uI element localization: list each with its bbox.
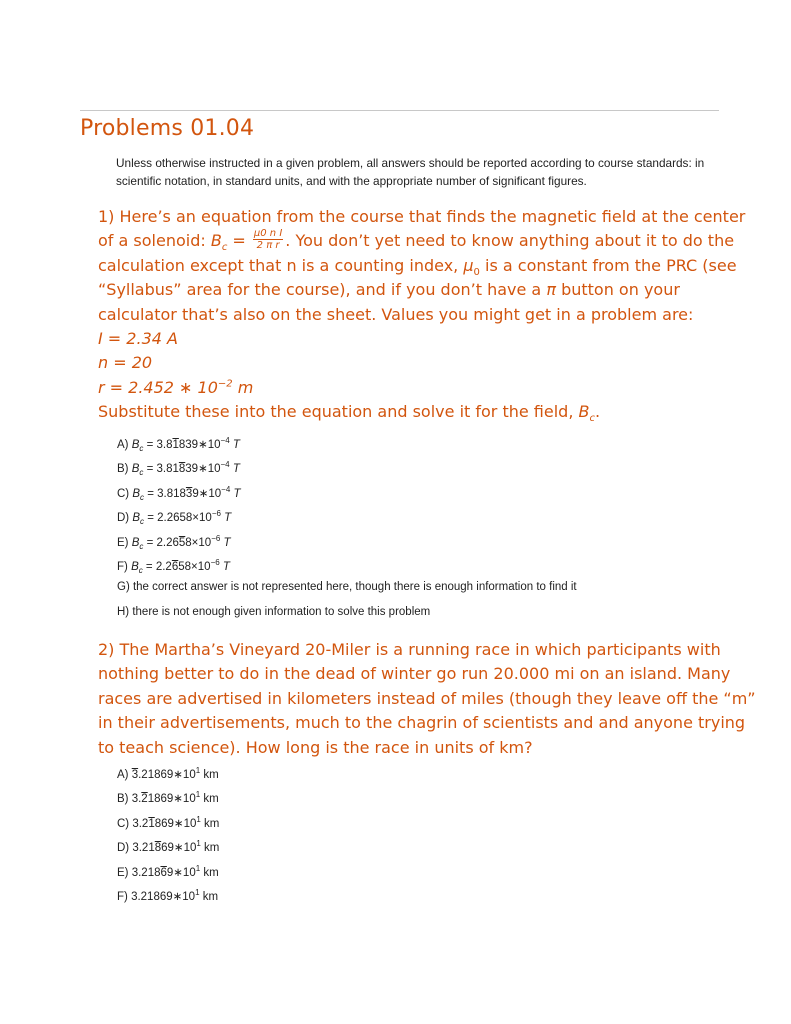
q1-choice-f[interactable]: F) $B_c = 2.2658\times 10^{-6}$ T bbox=[117, 557, 230, 576]
question-1: 1) Here’s an equation from the course that finds the magnetic field at the center of a solenoid: $B_c$ = $\frac{\text{μ0 n I}}{\text{2 π r}}$ . You don’t yet need to know anything about it to do the calculation except that n is a counting index, $\mu_0$ is a constant from the PRC (see “Syllabus” area for the course), and if you don’t have a π button on your calculator that’s also on the sheet. Values you might get in a problem are: I = 2.34 A n = 20 r = 2.452 ∗ $10^{-2}$ m Substitute these into the equation and solve it for the field, $B_c$. bbox=[98, 207, 746, 425]
question-2-choices bbox=[117, 763, 219, 909]
q1-choice-g[interactable]: G) the correct answer is not represented here, though there is enough information to find it bbox=[117, 581, 577, 594]
q2-choice-e[interactable]: E) $3.21869∗10^1$ km bbox=[117, 863, 219, 879]
q1-choice-h[interactable]: H) there is not enough given information to solve this problem bbox=[117, 605, 431, 618]
q2-choice-d[interactable]: D) $3.21869∗10^1$ km bbox=[117, 839, 220, 854]
q2-choice-b[interactable]: B) $3.21869∗10^1$ km bbox=[117, 790, 219, 806]
q1-choice-a[interactable]: A) $B_c$ = $3.81839∗10^{-4}$ T bbox=[117, 436, 240, 454]
header-divider bbox=[80, 110, 719, 111]
page-title: Problems 01.04 bbox=[80, 116, 255, 141]
solenoid-formula-fraction: $\frac{\text{μ0 n I}}{\text{2 π r}}$ bbox=[253, 227, 283, 251]
q1-choice-b[interactable]: B) $B_c$ = $3.81839∗10^{-4}$ T bbox=[117, 460, 240, 478]
value-current: I = 2.34 A bbox=[98, 329, 178, 349]
q1-choice-c[interactable]: C) $B_c$ = $3.81839∗10^{-4}$ T bbox=[117, 484, 241, 502]
value-count: n = 20 bbox=[98, 353, 153, 373]
q2-choice-f[interactable]: F) $3.21869∗10^1$ km bbox=[117, 887, 219, 903]
question-1-number: 1) bbox=[98, 207, 115, 226]
question-1-choices bbox=[117, 433, 577, 628]
instructions-text: Unless otherwise instructed in a given problem, all answers should be reported according to course standards: in scientific notation, in standard units, and with the appropriate number of significant figures. bbox=[116, 156, 705, 188]
q2-choice-c[interactable]: C) $3.21869∗10^1$ km bbox=[117, 814, 220, 830]
question-2: 2) The Martha’s Vineyard 20-Miler is a running race in which participants with nothing better to do in the dead of winter go run 20.000 mi on an island. Many races are advertised in kilometers instead of miles (though they leave off the “m” in their advertisements, much to the chagrin of scientists and and anyone trying to teach science). How long is the race in units of km? bbox=[98, 640, 756, 757]
value-radius: r = 2.452 ∗ $10^{-2}$ m bbox=[98, 377, 254, 397]
q1-choice-e[interactable]: E) $B_c = 2.2658\times 10^{-6}$ T bbox=[117, 533, 231, 551]
q2-choice-a[interactable]: A) $3.21869∗10^1$ km bbox=[117, 766, 219, 781]
q1-choice-d[interactable]: D) $B_c = 2.2658\times 10^{-6}$ T bbox=[117, 509, 232, 527]
